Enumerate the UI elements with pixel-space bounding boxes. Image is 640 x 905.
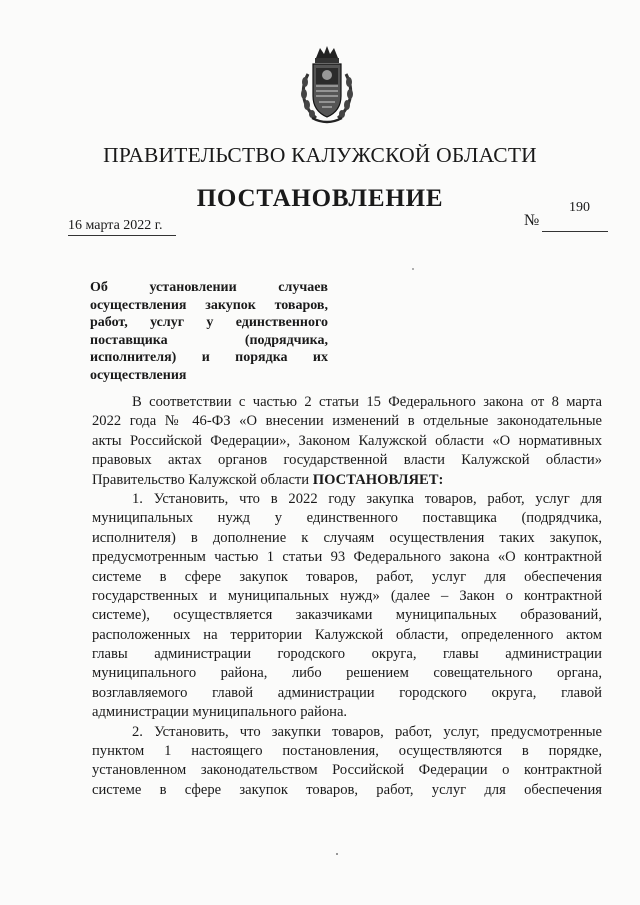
number-underline <box>542 231 608 232</box>
preamble-line: правовых актах органов государственной власти Калужской области» <box>92 452 602 469</box>
paragraph-1-line: муниципального района, либо решением совещательного органа, <box>92 665 602 682</box>
document-date: 16 марта 2022 г. <box>68 217 176 236</box>
paragraph-1-line: возглавляемого главой администрации городского округа, главой <box>92 684 602 701</box>
preamble-final-line <box>92 471 602 490</box>
paragraph-1-line: исполнителя) в дополнение к случаям осуществления таких закупок, <box>92 529 602 546</box>
paragraph-2-line: установленном законодательством Российской Федерации о контрактной <box>92 762 602 779</box>
subject-line: поставщика (подрядчика, <box>90 332 328 348</box>
preamble-line: 2022 года № 46-ФЗ «О внесении изменений в отдельные законодательные <box>92 413 602 430</box>
paragraph-2-line: пунктом 1 настоящего постановления, осуществляются в порядке, <box>92 743 602 760</box>
paragraph-1-line: главы администрации городского округа, главы администрации <box>92 646 602 663</box>
scan-speck <box>412 268 414 270</box>
preamble-last-text: Правительство Калужской области <box>92 471 310 488</box>
paragraph-1-line: администрации муниципального района. <box>92 704 348 721</box>
document-subject <box>90 279 328 385</box>
subject-line: осуществления закупок товаров, <box>90 297 328 313</box>
paragraph-1-line: расположенных на территории Калужской области, определенного актом <box>92 626 602 643</box>
paragraph-2-line: 2. Установить, что закупки товаров, работ, услуг, предусмотренные <box>132 723 602 740</box>
paragraph-1-line: муниципальных нужд у единственного поставщика (подрядчика, <box>92 510 602 527</box>
coat-of-arms-emblem <box>298 44 356 126</box>
government-title: ПРАВИТЕЛЬСТВО КАЛУЖСКОЙ ОБЛАСТИ <box>103 143 537 167</box>
document-body <box>92 393 602 800</box>
number-sign-label: № <box>524 212 540 229</box>
paragraph-1-line: системе в сфере закупок товаров, работ, услуг для обеспечения <box>92 568 602 585</box>
paragraph-1-line: предусмотренным частью 1 статьи 93 Федерального закона «О контрактной <box>92 549 602 566</box>
scan-speck <box>336 853 338 855</box>
paragraph-2-line: системе в сфере закупок товаров, работ, услуг для обеспечения <box>92 781 602 798</box>
paragraph-1-line: государственных и муниципальных нужд» (далее – Закон о контрактной <box>92 587 602 604</box>
document-number: 190 <box>569 200 590 215</box>
paragraph-1-line: системе), осуществляется заказчиками муниципальных образований, <box>92 607 602 624</box>
document-type-heading: ПОСТАНОВЛЕНИЕ <box>196 185 444 212</box>
resolves-keyword: ПОСТАНОВЛЯЕТ: <box>312 471 444 488</box>
subject-line: исполнителя) и порядка их <box>90 350 328 366</box>
paragraph-1-line: 1. Установить, что в 2022 году закупка товаров, работ, услуг для <box>132 490 602 507</box>
subject-line: Об установлении случаев <box>90 280 328 295</box>
preamble-line: акты Российской Федерации», Законом Калужской области «О нормативных <box>92 432 602 449</box>
preamble-line: В соответствии с частью 2 статьи 15 Федерального закона от 8 марта <box>132 394 602 410</box>
subject-line: работ, услуг у единственного <box>90 315 328 331</box>
subject-line: осуществления <box>90 367 187 383</box>
